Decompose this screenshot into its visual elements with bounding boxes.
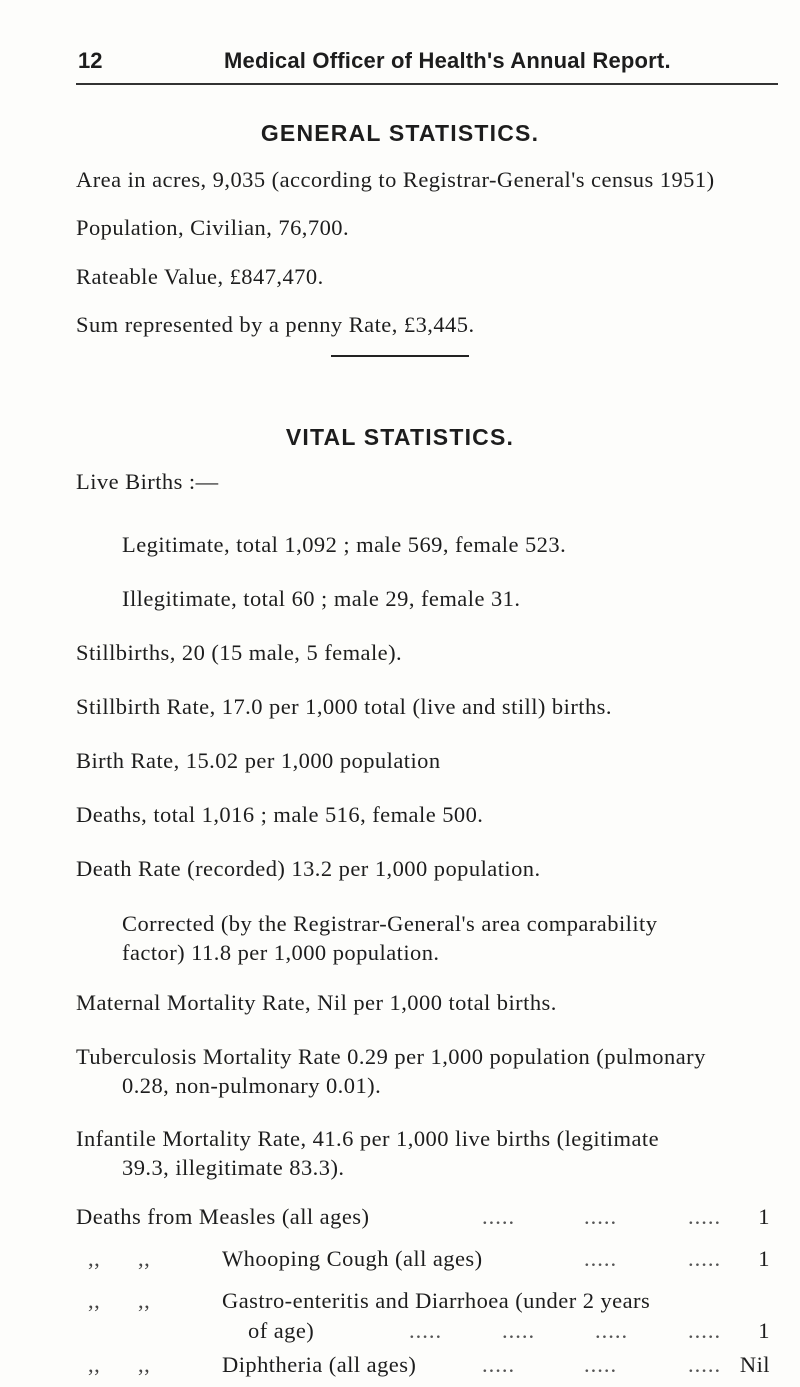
vital-statistics-heading: VITAL STATISTICS. xyxy=(285,424,515,450)
running-header xyxy=(0,48,800,88)
tb-line-2: 0.28, non-pulmonary 0.01). xyxy=(122,1073,382,1098)
leader-dots: ..... xyxy=(688,1352,722,1377)
death-rate-line: Death Rate (recorded) 13.2 per 1,000 population. xyxy=(76,856,541,881)
illegitimate-line: Illegitimate, total 60 ; male 29, female 31. xyxy=(122,586,521,611)
general-statistics-heading: GENERAL STATISTICS. xyxy=(260,120,540,146)
whooping-cough-value: 1 xyxy=(758,1246,770,1271)
diphtheria-value: Nil xyxy=(739,1352,770,1377)
measles-row xyxy=(76,1204,770,1234)
live-births-label: Live Births :— xyxy=(76,469,219,494)
corrected-line-2: factor) 11.8 per 1,000 population. xyxy=(122,940,440,965)
ditto-mark: ,, xyxy=(88,1246,101,1271)
leader-dots: ..... xyxy=(688,1318,722,1343)
corrected-paragraph xyxy=(122,907,770,940)
infant-paragraph xyxy=(76,1122,770,1155)
deaths-line: Deaths, total 1,016 ; male 516, female 500. xyxy=(76,802,484,827)
page-number: 12 xyxy=(78,48,103,73)
legitimate-line: Legitimate, total 1,092 ; male 569, female 523. xyxy=(122,532,567,557)
diphtheria-row-visible xyxy=(76,1352,770,1382)
whooping-cough-label: Whooping Cough (all ages) xyxy=(222,1246,483,1271)
birth-rate-line: Birth Rate, 15.02 per 1,000 population xyxy=(76,748,441,773)
tb-line-1: Tuberculosis Mortality Rate 0.29 per 1,000 population (pulmonary xyxy=(76,1044,706,1069)
leader-dots: ..... xyxy=(584,1204,618,1229)
stillbirth-rate-line: Stillbirth Rate, 17.0 per 1,000 total (live and still) births. xyxy=(76,694,612,719)
maternal-mortality-line: Maternal Mortality Rate, Nil per 1,000 total births. xyxy=(76,990,557,1015)
leader-dots: ..... xyxy=(688,1204,722,1229)
measles-value: 1 xyxy=(758,1204,770,1229)
leader-dots: ..... xyxy=(482,1352,516,1377)
gastro-enteritis-label-1: Gastro-enteritis and Diarrhoea (under 2 years xyxy=(222,1288,651,1313)
leader-dots: ..... xyxy=(595,1318,629,1343)
area-line: Area in acres, 9,035 (according to Registrar-General's census 1951) xyxy=(76,167,715,192)
infant-line-1: Infantile Mortality Rate, 41.6 per 1,000 live births (legitimate xyxy=(76,1126,660,1151)
leader-dots: ..... xyxy=(688,1246,722,1271)
ditto-mark: ,, xyxy=(88,1352,101,1377)
infant-line-2: 39.3, illegitimate 83.3). xyxy=(122,1155,345,1180)
tb-paragraph xyxy=(76,1040,770,1073)
section-divider xyxy=(331,355,469,357)
header-rule xyxy=(76,83,778,85)
population-line: Population, Civilian, 76,700. xyxy=(76,215,350,240)
leader-dots: ..... xyxy=(502,1318,536,1343)
leader-dots: ..... xyxy=(409,1318,443,1343)
penny-rate-line: Sum represented by a penny Rate, £3,445. xyxy=(76,312,475,337)
report-title: Medical Officer of Health's Annual Report. xyxy=(224,48,671,73)
gastro-enteritis-row-cont xyxy=(76,1318,770,1348)
ditto-mark: ,, xyxy=(88,1288,101,1313)
gastro-enteritis-label-2: of age) xyxy=(248,1318,315,1343)
ditto-mark: ,, xyxy=(138,1246,151,1271)
ditto-mark: ,, xyxy=(138,1352,151,1377)
leader-dots: ..... xyxy=(482,1204,516,1229)
leader-dots: ..... xyxy=(584,1246,618,1271)
rateable-value-line: Rateable Value, £847,470. xyxy=(76,264,324,289)
leader-dots: ..... xyxy=(584,1352,618,1377)
gastro-enteritis-value: 1 xyxy=(758,1318,770,1343)
ditto-mark: ,, xyxy=(138,1288,151,1313)
stillbirths-line: Stillbirths, 20 (15 male, 5 female). xyxy=(76,640,403,665)
measles-label: Deaths from Measles (all ages) xyxy=(76,1204,370,1229)
diphtheria-label: Diphtheria (all ages) xyxy=(222,1352,417,1377)
whooping-cough-row xyxy=(76,1246,770,1276)
corrected-line-1: Corrected (by the Registrar-General's area comparability xyxy=(122,911,658,936)
